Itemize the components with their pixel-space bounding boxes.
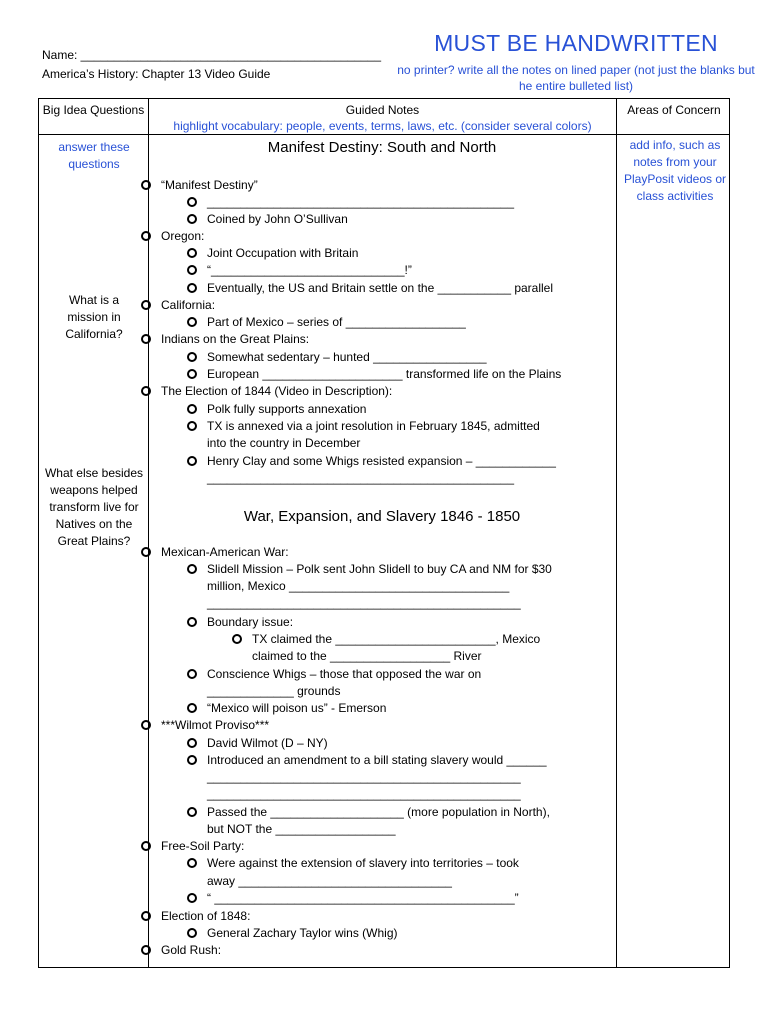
note-item <box>207 435 360 452</box>
bullet-circle-icon <box>141 547 151 557</box>
note-item <box>207 683 340 700</box>
note-text: ______________________________________________ <box>207 195 514 209</box>
note-item <box>207 470 514 487</box>
bullet-circle-icon <box>141 841 151 851</box>
guide-title: America’s History: Chapter 13 Video Guide <box>42 67 271 81</box>
column-divider-left <box>148 99 149 967</box>
note-text: California: <box>161 298 216 312</box>
bullet-circle-icon <box>232 634 242 644</box>
note-text: million, Mexico _________________________________ <box>207 579 510 593</box>
note-item <box>207 769 521 786</box>
note-item <box>161 297 215 314</box>
note-text: Gold Rush: <box>161 943 222 957</box>
printer-note: no printer? write all the notes on lined paper (not just the blanks but he entire bulleted list) <box>397 63 755 93</box>
bullet-circle-icon <box>187 893 197 903</box>
note-item <box>161 177 258 194</box>
note-item <box>207 595 521 612</box>
column-header-guided-notes <box>149 102 616 134</box>
bullet-circle-icon <box>187 807 197 817</box>
note-item <box>252 648 482 665</box>
note-text: Introduced an amendment to a bill stating slavery would ______ <box>207 753 547 767</box>
bullet-circle-icon <box>187 265 197 275</box>
note-text: Slidell Mission – Polk sent John Slidell to buy CA and NM for $30 <box>207 562 552 576</box>
note-text: TX claimed the ________________________, Mexico <box>252 632 541 646</box>
note-item <box>207 614 293 631</box>
note-text: claimed to the __________________ River <box>252 649 482 663</box>
note-text: _______________________________________________ <box>207 787 521 801</box>
note-item <box>207 873 452 890</box>
note-text: “Mexico will poison us” - Emerson <box>207 701 387 715</box>
note-text: European _____________________ transformed life on the Plains <box>207 367 562 381</box>
bullet-circle-icon <box>141 911 151 921</box>
note-text: David Wilmot (D – NY) <box>207 736 328 750</box>
note-item <box>207 349 487 366</box>
section-title-war-expansion: War, Expansion, and Slavery 1846 - 1850 <box>243 508 521 525</box>
note-text: The Election of 1844 (Video in Description): <box>161 384 393 398</box>
bullet-circle-icon <box>187 456 197 466</box>
note-text: but NOT the __________________ <box>207 822 396 836</box>
note-text: Polk fully supports annexation <box>207 402 367 416</box>
note-item <box>207 578 509 595</box>
bullet-circle-icon <box>141 231 151 241</box>
bullet-circle-icon <box>187 738 197 748</box>
note-text: Conscience Whigs – those that opposed the war on <box>207 667 482 681</box>
note-item <box>207 418 540 435</box>
bullet-circle-icon <box>187 421 197 431</box>
note-item <box>207 925 398 942</box>
bullet-circle-icon <box>187 197 197 207</box>
note-item <box>161 228 204 245</box>
note-text: Eventually, the US and Britain settle on the ___________ parallel <box>207 281 554 295</box>
note-text: Part of Mexico – series of __________________ <box>207 315 466 329</box>
bullet-circle-icon <box>187 669 197 679</box>
bullet-circle-icon <box>141 334 151 344</box>
header-left <box>42 46 381 84</box>
note-text: “_____________________________!” <box>207 263 412 277</box>
bullet-circle-icon <box>187 317 197 327</box>
note-item <box>207 280 553 297</box>
bullet-circle-icon <box>141 386 151 396</box>
note-item <box>207 453 556 470</box>
column-divider-right <box>616 99 617 967</box>
highlight-instruction: highlight vocabulary: people, events, terms, laws, etc. (consider several colors) <box>173 119 592 133</box>
note-item <box>207 262 412 279</box>
guided-notes-label: Guided Notes <box>345 103 420 117</box>
note-item <box>161 908 250 925</box>
note-text: Passed the ____________________ (more population in North), <box>207 805 550 819</box>
note-item <box>207 211 348 228</box>
note-text: Coined by John O’Sullivan <box>207 212 348 226</box>
note-text: “Manifest Destiny” <box>161 178 258 192</box>
note-item <box>207 700 386 717</box>
note-text: TX is annexed via a joint resolution in February 1845, admitted <box>207 419 540 433</box>
note-item <box>207 855 519 872</box>
bullet-circle-icon <box>187 248 197 258</box>
bullet-circle-icon <box>187 214 197 224</box>
note-item <box>207 786 521 803</box>
note-item <box>207 245 358 262</box>
note-text: ______________________________________________ <box>207 471 514 485</box>
note-item <box>207 752 547 769</box>
note-text: Free-Soil Party: <box>161 839 245 853</box>
note-text: General Zachary Taylor wins (Whig) <box>207 926 398 940</box>
bullet-circle-icon <box>187 564 197 574</box>
bullet-circle-icon <box>187 352 197 362</box>
note-text: Joint Occupation with Britain <box>207 246 359 260</box>
note-item <box>207 666 481 683</box>
note-text: _____________ grounds <box>207 684 341 698</box>
right-instruction: add info, such as notes from your PlayPosit videos or class activities <box>623 138 727 203</box>
column-header-big-idea: Big Idea Questions <box>42 103 145 117</box>
note-item <box>207 314 466 331</box>
note-text: Oregon: <box>161 229 205 243</box>
bullet-circle-icon <box>187 755 197 765</box>
header-row-divider <box>39 134 729 135</box>
note-item <box>161 838 244 855</box>
bullet-circle-icon <box>187 703 197 713</box>
bullet-circle-icon <box>187 928 197 938</box>
note-item <box>161 383 392 400</box>
note-text: ***Wilmot Proviso*** <box>161 718 270 732</box>
note-item <box>207 804 550 821</box>
bullet-circle-icon <box>187 617 197 627</box>
note-item <box>207 735 328 752</box>
note-text: into the country in December <box>207 436 361 450</box>
note-text: Indians on the Great Plains: <box>161 332 310 346</box>
header-right <box>396 28 756 94</box>
note-item <box>161 942 221 959</box>
note-item <box>161 544 289 561</box>
question-mission: What is a mission in California? <box>65 293 123 341</box>
name-field-line[interactable]: Name: _____________________________________________ <box>42 48 381 62</box>
note-item <box>161 331 309 348</box>
note-item <box>207 401 366 418</box>
note-text: “ _____________________________________________” <box>207 891 519 905</box>
note-item <box>207 561 552 578</box>
question-great-plains: What else besides weapons helped transform live for Natives on the Great Plains? <box>44 466 144 548</box>
left-instruction: answer these questions <box>58 140 130 171</box>
note-text: _______________________________________________ <box>207 596 521 610</box>
section-title-manifest-destiny: Manifest Destiny: South and North <box>267 139 497 156</box>
bullet-circle-icon <box>141 720 151 730</box>
note-item <box>207 821 396 838</box>
note-text: Boundary issue: <box>207 615 294 629</box>
note-text: Were against the extension of slavery into territories – took <box>207 856 519 870</box>
note-text: Election of 1848: <box>161 909 251 923</box>
notes-table <box>38 98 730 968</box>
bullet-circle-icon <box>187 283 197 293</box>
note-item <box>161 717 269 734</box>
bullet-circle-icon <box>141 180 151 190</box>
note-text: _______________________________________________ <box>207 770 521 784</box>
bullet-circle-icon <box>141 945 151 955</box>
note-text: Henry Clay and some Whigs resisted expansion – ____________ <box>207 454 556 468</box>
note-text: Somewhat sedentary – hunted _________________ <box>207 350 487 364</box>
note-item <box>207 194 514 211</box>
must-be-handwritten-heading: MUST BE HANDWRITTEN <box>434 30 718 56</box>
column-header-concern: Areas of Concern <box>627 103 721 117</box>
note-item <box>207 890 519 907</box>
bullet-circle-icon <box>187 369 197 379</box>
note-item <box>252 631 540 648</box>
note-text: away ________________________________ <box>207 874 452 888</box>
bullet-circle-icon <box>187 858 197 868</box>
bullet-circle-icon <box>187 404 197 414</box>
note-text: Mexican-American War: <box>161 545 289 559</box>
bullet-circle-icon <box>141 300 151 310</box>
note-item <box>207 366 561 383</box>
